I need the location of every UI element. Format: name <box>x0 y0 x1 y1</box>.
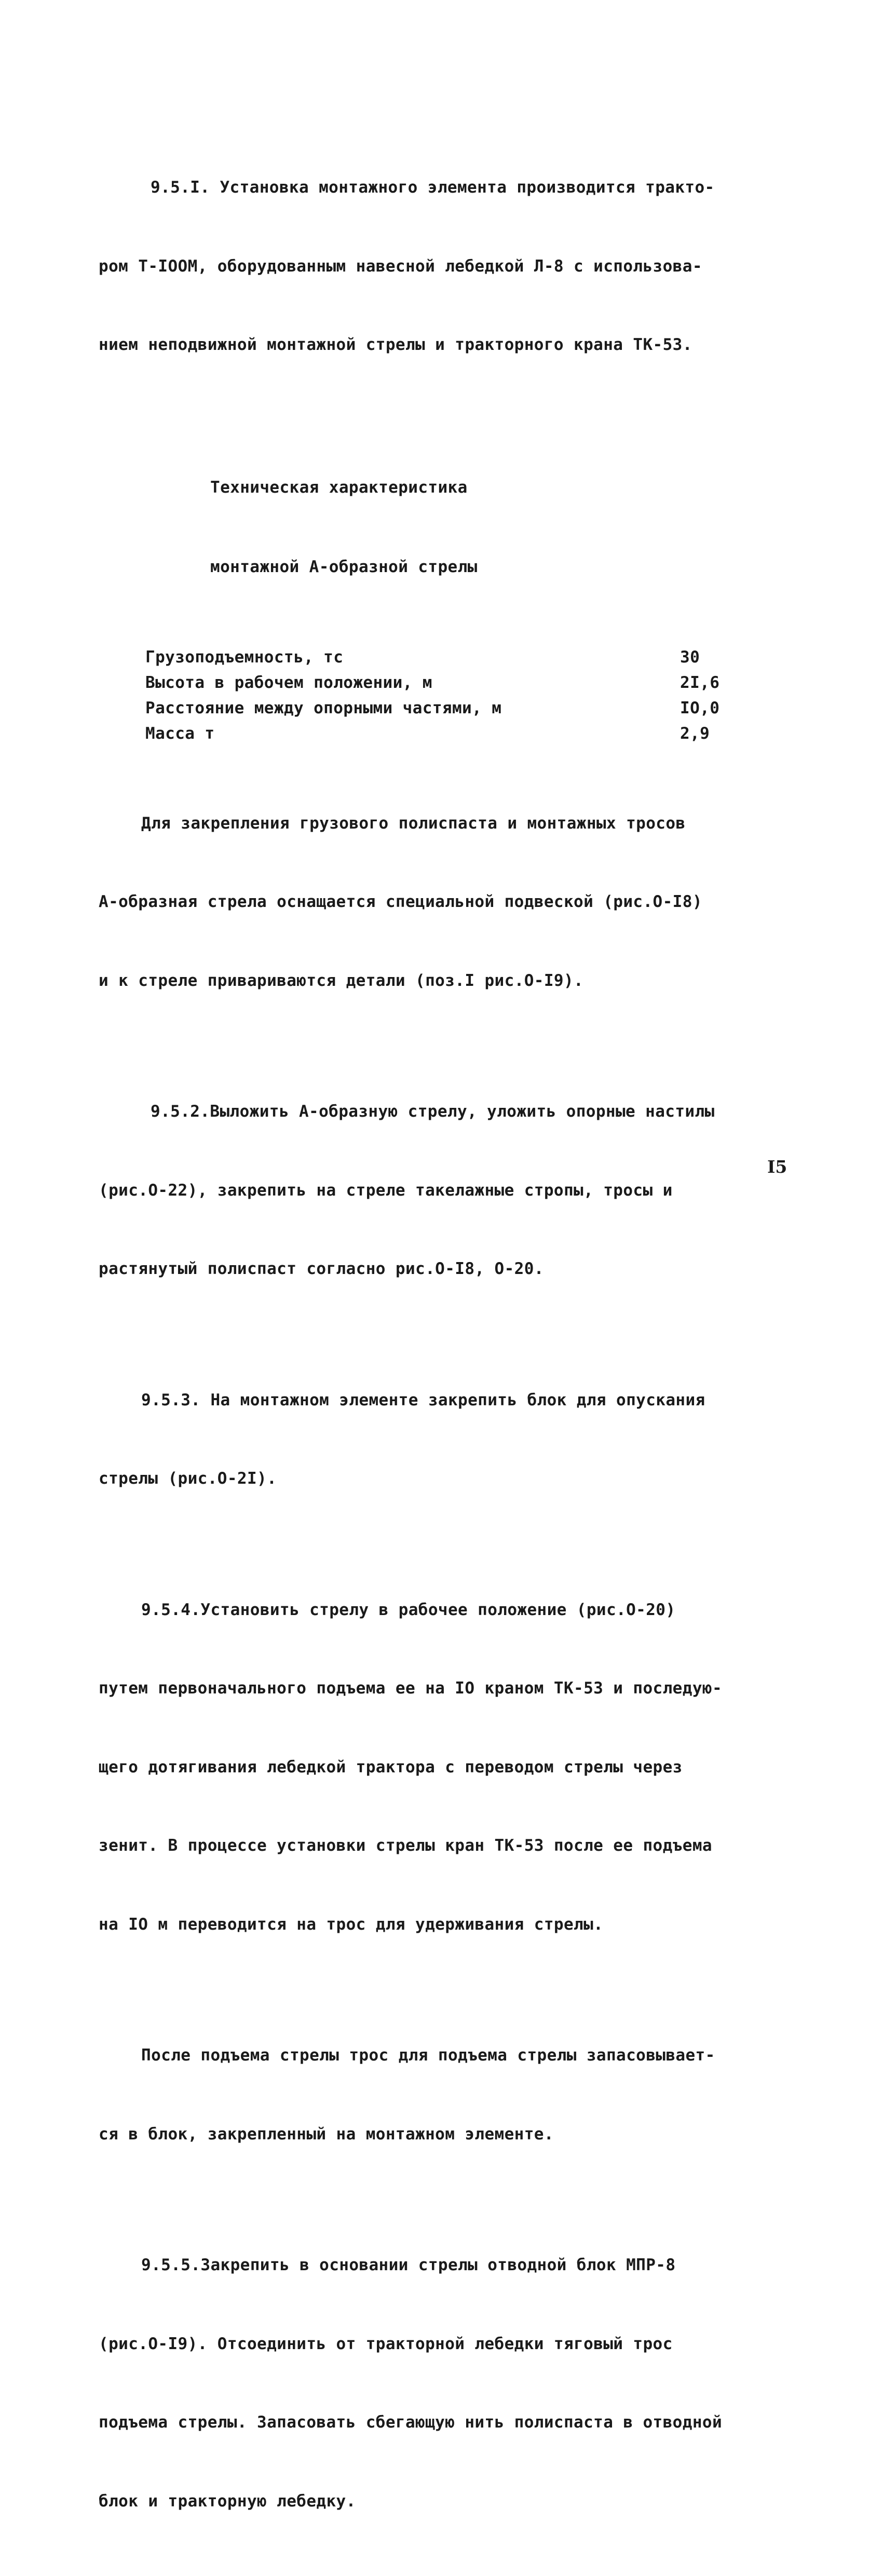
text-line: 9.5.4.Установить стрелу в рабочее положение (рис.О-20) <box>141 1600 676 1619</box>
spec-value: 2,9 <box>680 724 710 743</box>
text-line: ся в блок, закрепленный на монтажном элементе. <box>99 2124 554 2144</box>
paragraph-9-5-1 <box>99 122 773 411</box>
text-line: и к стреле привариваются детали (поз.I рис.О-I9). <box>99 971 584 990</box>
spec-label: Масса т <box>145 724 215 743</box>
spec-label: Расстояние между опорными частями, м <box>145 698 502 717</box>
text-line: блок и тракторную лебедку. <box>99 2491 356 2511</box>
spec-row <box>145 645 737 670</box>
spec-row <box>145 670 737 696</box>
text-line: 9.5.2.Выложить А-образную стрелу, уложить опорные настилы <box>151 1102 715 1121</box>
spec-row <box>145 696 737 721</box>
text-line: ром Т-IOОМ, оборудованным навесной лебедкой Л-8 с использова- <box>99 256 702 276</box>
text-line: 9.5.5.Закрепить в основании стрелы отводной блок МПР-8 <box>141 2256 676 2274</box>
spec-heading-line: монтажной А-образной стрелы <box>210 557 478 576</box>
paragraph-fixing <box>99 758 773 1047</box>
spec-value: 30 <box>680 647 700 667</box>
text-line: После подъема стрелы трос для подъема стрелы запасовывает- <box>141 2046 715 2065</box>
spec-row <box>145 721 737 747</box>
paragraph-9-5-4 <box>99 1544 773 1990</box>
text-line: А-образная стрела оснащается специальной подвеской (рис.О-I8) <box>99 892 702 911</box>
text-line: растянутый полиспаст согласно рис.О-I8, О-20. <box>99 1259 544 1278</box>
spec-heading-line: Техническая характеристика <box>210 478 468 497</box>
paragraph-slings <box>99 2567 773 2576</box>
spec-label: Грузоподъемность, тс <box>145 647 344 667</box>
document-body <box>99 122 773 2576</box>
paragraph-9-5-3 <box>99 1335 773 1544</box>
paragraph-9-5-5 <box>99 2200 773 2567</box>
text-line: путем первоначального подъема ее на IO краном ТК-53 и последую- <box>99 1679 723 1698</box>
text-line: 9.5.3. На монтажном элементе закрепить блок для опускания <box>141 1390 705 1409</box>
text-line: нием неподвижной монтажной стрелы и тракторного крана ТК-53. <box>99 335 692 354</box>
text-line: (рис.О-I9). Отсоединить от тракторной лебедки тяговый трос <box>99 2334 673 2353</box>
spec-value: 2I,6 <box>680 673 720 692</box>
text-line: щего дотягивания лебедкой трактора с переводом стрелы через <box>99 1757 683 1777</box>
text-line: стрелы (рис.О-2I). <box>99 1469 277 1488</box>
paragraph-after-lift <box>99 1990 773 2200</box>
text-line: на IO м переводится на трос для удерживания стрелы. <box>99 1915 604 1934</box>
spec-value: IO,0 <box>680 698 720 717</box>
text-line: подъема стрелы. Запасовать сбегающую нить полиспаста в отводной <box>99 2413 723 2432</box>
text-line: Для закрепления грузового полиспаста и монтажных тросов <box>141 814 686 833</box>
text-line: зенит. В процессе установки стрелы кран ТК-53 после ее подъема <box>99 1836 712 1855</box>
paragraph-9-5-2 <box>99 1046 773 1335</box>
spec-heading <box>99 422 773 633</box>
spec-table <box>145 645 737 747</box>
page-number: I5 <box>767 1157 787 1177</box>
spec-label: Высота в рабочем положении, м <box>145 673 432 692</box>
text-line: 9.5.I. Установка монтажного элемента производится тракто- <box>151 178 715 197</box>
text-line: (рис.О-22), закрепить на стреле такелажные стропы, тросы и <box>99 1181 673 1200</box>
